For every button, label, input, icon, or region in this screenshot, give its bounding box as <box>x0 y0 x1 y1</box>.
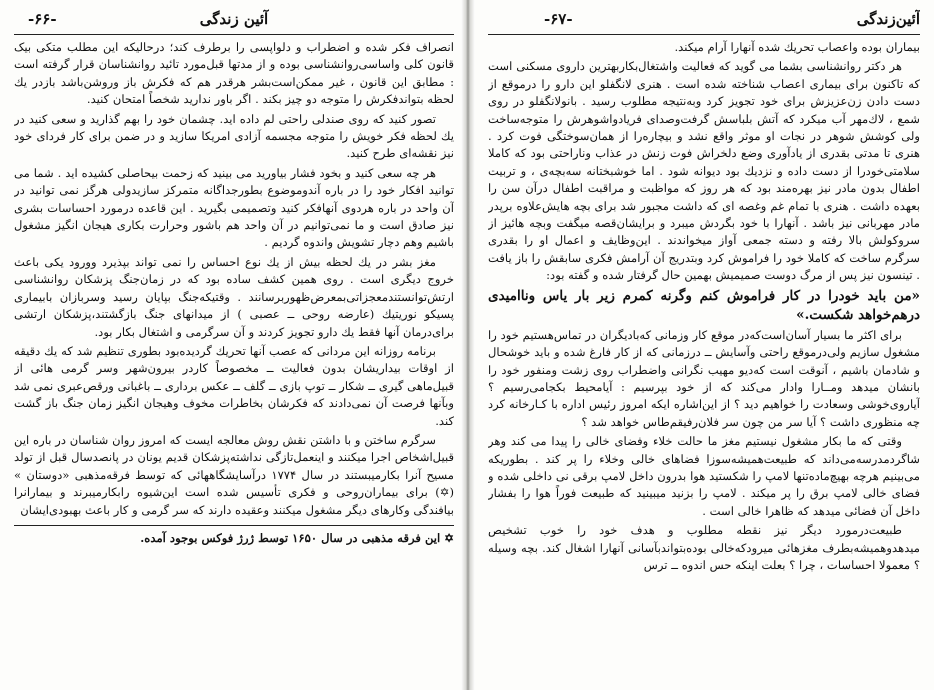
left-paragraph-1: انصراف فکر شده و اضطراب و دلواپسی را برطرف کند؛ درحالیکه این مطلب متکی بیک قانون کلی واساسی‌روانشناسی بوده و از مدتها قبل‌مورد تائید روانشناسان قرار گرفته است : مطابق این قانون ، غیر ممکن‌است‌بشر هرقدر هم که فکرش باز وروشن‌باشد بازدر یك لحظه بتواندفکرش را متوجه دو چیز بکند . اگر باور ندارید شخصاً امتحان کنید. <box>14 40 454 107</box>
left-running-head <box>14 8 454 35</box>
right-paragraph-4: برای اکثر ما بسیار آسان‌است‌که‌در موقع کار وزمانی که‌بادیگران در تماس‌هستیم خود را مشغول سازیم ولی‌درموقع راحتی وآسایش ــ درزمانی که از کار فارغ شده و باید خوشحال و شادمان باشیم ، آنوقت است که‌دیو مهیب نگرانی واضطراب روی زشت ومنفور خود را بانشان میدهد ومــارا وادار می‌کند که از خود بپرسیم : آیامحیط بکجامی‌رسیم ؟ آیاروی‌خوشی وسعادت را خواهیم دید ؟ از این‌اشاره ایکه امروز رئیس اداره با کـارخانه کرد چه منظوری داشت ؟ آیا سر من چون سر فلان‌رفیقم‌طاس خواهد شد ؟ <box>488 327 920 429</box>
right-page <box>488 8 920 684</box>
footnote: ✡ این فرقه مذهبی در سال ۱۶۵۰ توسط ژرژ فوکس بوجود آمده. <box>140 530 454 545</box>
right-running-head <box>488 8 920 35</box>
right-paragraph-5: وقتی که ما بکار مشغول نیستیم مغز ما حالت خلاء وفضای خالی را پیدا می کند وهر شاگرد‌مدرسه‌می‌داند که طبیعت‌همیشه‌سوزا فضاهای خالی وخلاء را پر کند . بطوریکه می‌بینیم هرچه بهیچ‌ماده‌تنها لامپ را شکستید هوا بدرون داخل لامپ برقی نی داخلی شده و فضای خالی لامپ برق را پر میکند . لامپ را بزنید میبینید که طبیعت فوراً هوا را بفشار داخل آن فضائی میدهد که ظاهرا خالی است . <box>488 434 920 518</box>
tennyson-quote: «من باید خودرا در کار فراموش کنم وگرنه کمرم زیر بار یاس وناامیدی درهم‌خواهد شکست.» <box>488 287 920 323</box>
right-paragraph-1: بیماران بوده واعصاب تحریك شده آنهارا آرام میکند. <box>674 40 920 54</box>
right-running-title: آئین‌زندگی <box>856 10 920 28</box>
left-running-title: آئین زندگی <box>199 10 269 28</box>
right-body-text <box>488 39 920 574</box>
left-paragraph-3: هر چه سعی کنید و بخود فشار بیاورید می بینید که زحمت بیحاصلی کشیده اید . شما می توانید افکار خود را در باره آندوموضوع بطورجداگانه متمرکز سازید‌ولی هرگز نمی توانید در آن واحد در باره هردوی آنهافکر کنید وتصمیمی بگیرید . این قاعده درمورد احساسات بشری نیز صادق است و ما نمی‌توانیم در آن واحد هم باشور وحرارت بکاری هیجان انگیز مشغول باشیم وهم دچار تشویش واندوه گردیم . <box>14 165 454 250</box>
left-paragraph-6: سرگرم ساختن و با داشتن نقش روش معالجه ایست که امروز روان شناسان در باره این قبیل‌اشخاص اجرا میکنند و اینعمل‌تازگی نداشته‌پزشکان قدیم یونان در پانصدسال قبل از تولد مسیح آنرا بکارمیبستند در سال ۱۷۷۴ درآسایشگاههائی که توسط فرقه‌مذهبی «دوستان » (✡) برای بیماران‌روحی و فکری تأسیس شده است این‌شیوه رابکارمیبرند و بیمارانرا بیافندگی وکارهای دیگر مشغول میکنند وعقیده دارند که سر گرمی و کار باعث بهبودی‌ایشان <box>14 432 454 517</box>
right-paragraph-2: هر دکتر روانشناسی بشما می گوید که فعالیت واشتغال‌بکار‌بهترین داروی مسکنی است که تاکنون برای بیماری اعصاب شناخته شده است . هنری لانگفلو این دارو را درموقع از دست دادن زن‌عزیزش برای خود تجویز کرد وبه‌نتیجه مطلوب رسید . بانولانگفلو در روی شمع ، لاك‌مهر آب میکرد که آتش بلباسش گرفت‌وصدای فریادواشوهرش را متوجه‌ساخت ولی کوشش شوهر در نجات او موثر واقع نشد و بیچاره‌را از همان‌سوختگی فوت کرد . هنری تا مدتی بقدری از یادآوری وضع دلخراش فوت زنش در عذاب ونا‌راحتی بود که کاملا سلامتی‌خودرا از دست داده و نزدیك بود دیوانه شود . اما خوشبختانه سه‌بچه‌ی ، و تربیت اطفال بدون مادر نیز بهره‌مند بود که هر روز که مواظبت و مراقبت اطفال درآن سن را بعهده داشت . هنری با تمام غم وغصه ای که داشت مجبور شد برای بچه هایش‌علاوه برپدر مادر مهربانی نیز باشد . آنهارا با خود بگردش میبرد و برایشان‌قصه میگفت وبچه هائیز از سروکولش بالا رفته و دسته جمعی آواز میخواندند . این‌وظایف و اعمال او را بقدری سرگرم ساخت که کاملا خود را فراموش کرد وبتدریج آن آرامش فکری سابقش را باز یافت . تینسون نیز پس از مرگ دوست صمیمیش بهمین حال گرفتار شده و گفته بود: <box>488 59 920 283</box>
left-paragraph-5: برنامه روزانه این مردانی که عصب آنها تحریك گردیده‌بود بطوری تنظیم شد که یك دقیقه از اوقات بیداریشان بدون فعالیت ــ مخصوصاً کاردر بیرون‌شهر وسر گرمی هائی از قبیل‌ماهی گیری ــ شکار ــ توپ بازی ــ گلف ــ عکس برداری ــ باغبانی ورقص‌عبری نمی شد وبآنها فرصت آن نمی‌دادند که فکرشان بخاطرات مخوف وهیجان انگیز زمان جنگ باز گشت کند. <box>14 343 454 428</box>
left-page <box>14 8 454 684</box>
right-paragraph-6: طبیعت‌درمورد دیگر نیز نقطه مطلوب و هدف خود را خوب تشخیص میدهدوهمیشه‌بطرف مغزهائی میرود‌که‌خالی بوده‌بتواندبآسانی آنهارا اشغال کند. بچه وسیله ؟ معمولا احساسات ، چرا ؟ بعلت اینکه حس اندوه ــ ترس <box>488 523 920 572</box>
right-page-number: -۶۷- <box>544 10 573 28</box>
book-gutter <box>461 0 475 690</box>
left-page-number: -۶۶- <box>28 10 57 28</box>
left-paragraph-2: تصور کنید که روی صندلی راحتی لم داده اید. چشمان خود را بهم گذارید و سعی کنید در یك لحظه فکر خویش را متوجه مجسمه آزادی امریکا سازید و در ضمن برای کار فردای خود نیز نقشه‌ای طرح کنید. <box>14 111 454 161</box>
left-body-text <box>14 39 454 519</box>
left-paragraph-4: مغز بشر در یك لحظه بیش از یك نوع احساس را نمی تواند بپذیرد وورود یکی باعث خروج دیگری است . روی همین کشف ساده بود که در زمان‌جنگ پزشکان روانشناسی ارتش‌توانستندمعجزاتی‌بمعرض‌ظهوربرسانند . وقتیکه‌جنگ بپایان رسید وسربازان بابیماری پسیکو نوریتیك (عارضه روحی ــ عصبی ) از میدانهای جنگ بازگشتند،پزشکان ارتشی برای‌درمان آنها فقط یك دارو تجویز کردند و آن سرگرمی و اشتغال بکار بود. <box>14 254 454 339</box>
